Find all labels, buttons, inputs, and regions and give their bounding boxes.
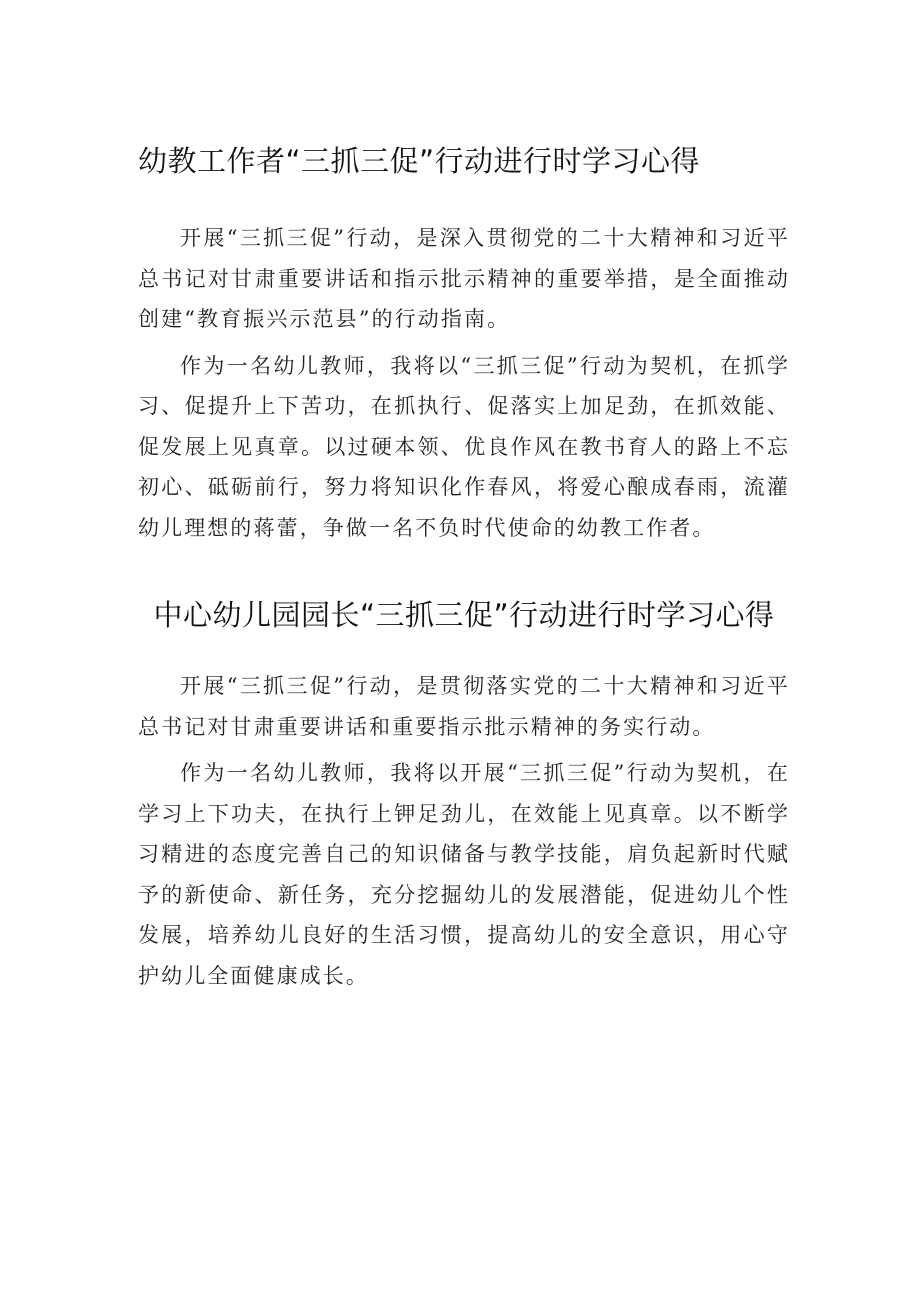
article-kindergarten-teacher xyxy=(138,138,790,548)
paragraph: 作为一名幼儿教师，我将以“三抓三促”行动为契机，在抓学习、促提升上下苦功，在抓执行、促落实上加足劲，在抓效能、促发展上见真章。以过硬本领、优良作风在教书育人的路上不忘初心、砥砺前行，努力将知识化作春风，将爱心酿成春雨，流灌幼儿理想的蒋蕾，争做一名不负时代使命的幼教工作者。 xyxy=(138,353,790,540)
article-kindergarten-director xyxy=(138,592,790,996)
document-page xyxy=(138,0,790,996)
article-title: 中心幼儿园园长“三抓三促”行动进行时学习心得 xyxy=(153,598,775,632)
article-title: 幼教工作者“三抓三促”行动进行时学习心得 xyxy=(138,144,701,178)
paragraph: 开展“三抓三促”行动，是深入贯彻党的二十大精神和习近平总书记对甘肃重要讲话和指示批示精神的重要举措，是全面推动创建“教育振兴示范县”的行动指南。 xyxy=(138,226,790,331)
paragraph: 开展“三抓三促”行动，是贯彻落实党的二十大精神和习近平总书记对甘肃重要讲话和重要指示批示精神的务实行动。 xyxy=(138,674,790,739)
paragraph: 作为一名幼儿教师，我将以开展“三抓三促”行动为契机，在学习上下功夫，在执行上钾足劲儿，在效能上见真章。以不断学习精进的态度完善自己的知识储备与教学技能，肩负起新时代赋予的新使命、新任务，充分挖掘幼儿的发展潜能，促进幼儿个性发展，培养幼儿良好的生活习惯，提高幼儿的安全意识，用心守护幼儿全面健康成长。 xyxy=(138,761,790,988)
